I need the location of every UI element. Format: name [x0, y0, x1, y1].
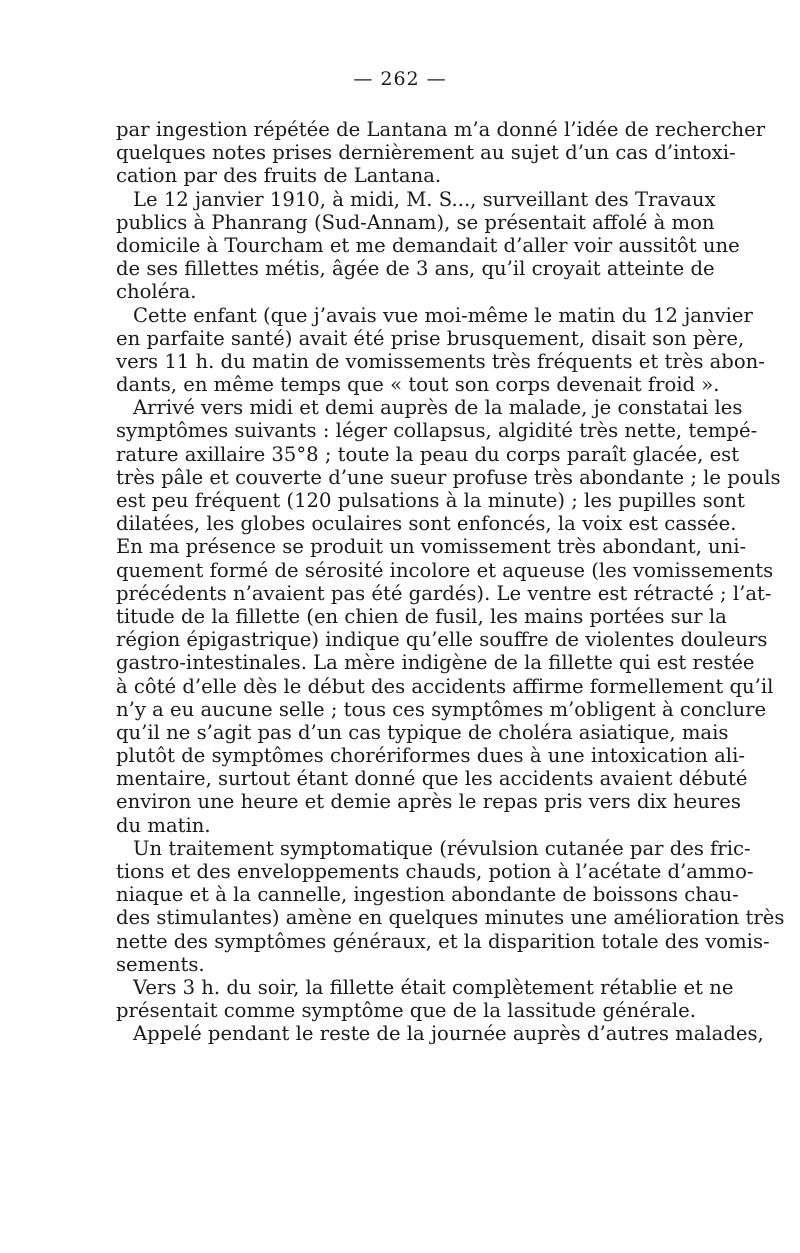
text-line: Le 12 janvier 1910, à midi, M. S..., surveillant des Travaux	[133, 187, 716, 211]
text-line: du matin.	[116, 813, 211, 837]
text-line: titude de la fillette (en chien de fusil, les mains portées sur la	[116, 604, 727, 628]
text-line: n’y a eu aucune selle ; tous ces symptômes m’obligent à conclure	[116, 697, 767, 721]
text-line: mentaire, surtout étant donné que les accidents avaient débuté	[116, 767, 748, 791]
text-line: gastro-intestinales. La mère indigène de la fillette qui est restée	[116, 651, 755, 675]
text-line: sements.	[116, 952, 205, 976]
text-line: région épigastrique) indique qu’elle souffre de violentes douleurs	[116, 628, 768, 652]
text-line: domicile à Tourcham et me demandait d’aller voir aussitôt une	[116, 233, 740, 257]
text-line: symptômes suivants : léger collapsus, algidité très nette, tempé-	[116, 419, 758, 443]
text-line: est peu fréquent (120 pulsations à la minute) ; les pupilles sont	[116, 489, 745, 512]
text-line: Arrivé vers midi et demi auprès de la malade, je constatai les	[133, 396, 743, 420]
text-line: publics à Phanrang (Sud-Annam), se présentait affolé à mon	[116, 210, 715, 234]
text-line: Vers 3 h. du soir, la fillette était complètement rétablie et ne	[133, 975, 734, 999]
text-line: à côté d’elle dès le début des accidents affirme formellement qu’il	[116, 674, 774, 698]
text-line: très pâle et couverte d’une sueur profuse très abondante ; le pouls	[116, 465, 781, 489]
text-line: plutôt de symptômes chorériformes dues à une intoxication ali-	[116, 744, 745, 768]
text-line: des stimulantes) amène en quelques minutes une amélioration très	[116, 906, 785, 930]
text-line: Cette enfant (que j’avais vue moi-même le matin du 12 janvier	[133, 303, 753, 327]
body-text	[116, 118, 785, 1046]
text-line: tions et des enveloppements chauds, potion à l’acétate d’ammo-	[116, 860, 754, 883]
text-line: Appelé pendant le reste de la journée auprès d’autres malades,	[133, 1022, 764, 1046]
text-line: de ses fillettes métis, âgée de 3 ans, qu’il croyait atteinte de	[116, 257, 715, 281]
text-line: dants, en même temps que « tout son corps devenait froid ».	[116, 373, 720, 397]
text-line: dilatées, les globes oculaires sont enfoncés, la voix est cassée.	[116, 512, 737, 536]
text-line: nette des symptômes généraux, et la disparition totale des vomis-	[116, 929, 770, 953]
text-line: présentait comme symptôme que de la lassitude générale.	[116, 999, 696, 1023]
text-line: quelques notes prises dernièrement au sujet d’un cas d’intoxi-	[116, 141, 736, 165]
text-line: niaque et à la cannelle, ingestion abondante de boissons chau-	[116, 883, 739, 907]
text-line: par ingestion répétée de Lantana m’a donné l’idée de rechercher	[116, 118, 766, 141]
text-line: choléra.	[116, 280, 197, 304]
text-line: rature axillaire 35°8 ; toute la peau du corps paraît glacée, est	[116, 442, 740, 466]
text-line: précédents n’avaient pas été gardés). Le ventre est rétracté ; l’at-	[116, 581, 772, 605]
page-number: — 262 —	[353, 68, 447, 90]
text-line: quement formé de sérosité incolore et aqueuse (les vomissements	[116, 558, 774, 582]
text-line: en parfaite santé) avait été prise brusquement, disait son père,	[116, 326, 745, 350]
text-line: environ une heure et demie après le repas pris vers dix heures	[116, 790, 741, 814]
text-line: vers 11 h. du matin de vomissements très fréquents et très abon-	[116, 349, 765, 373]
text-line: qu’il ne s’agit pas d’un cas typique de choléra asiatique, mais	[116, 720, 729, 744]
text-line: cation par des fruits de Lantana.	[116, 164, 442, 188]
text-line: Un traitement symptomatique (révulsion cutanée par des fric-	[133, 836, 751, 860]
text-line: En ma présence se produit un vomissement très abondant, uni-	[116, 535, 747, 559]
